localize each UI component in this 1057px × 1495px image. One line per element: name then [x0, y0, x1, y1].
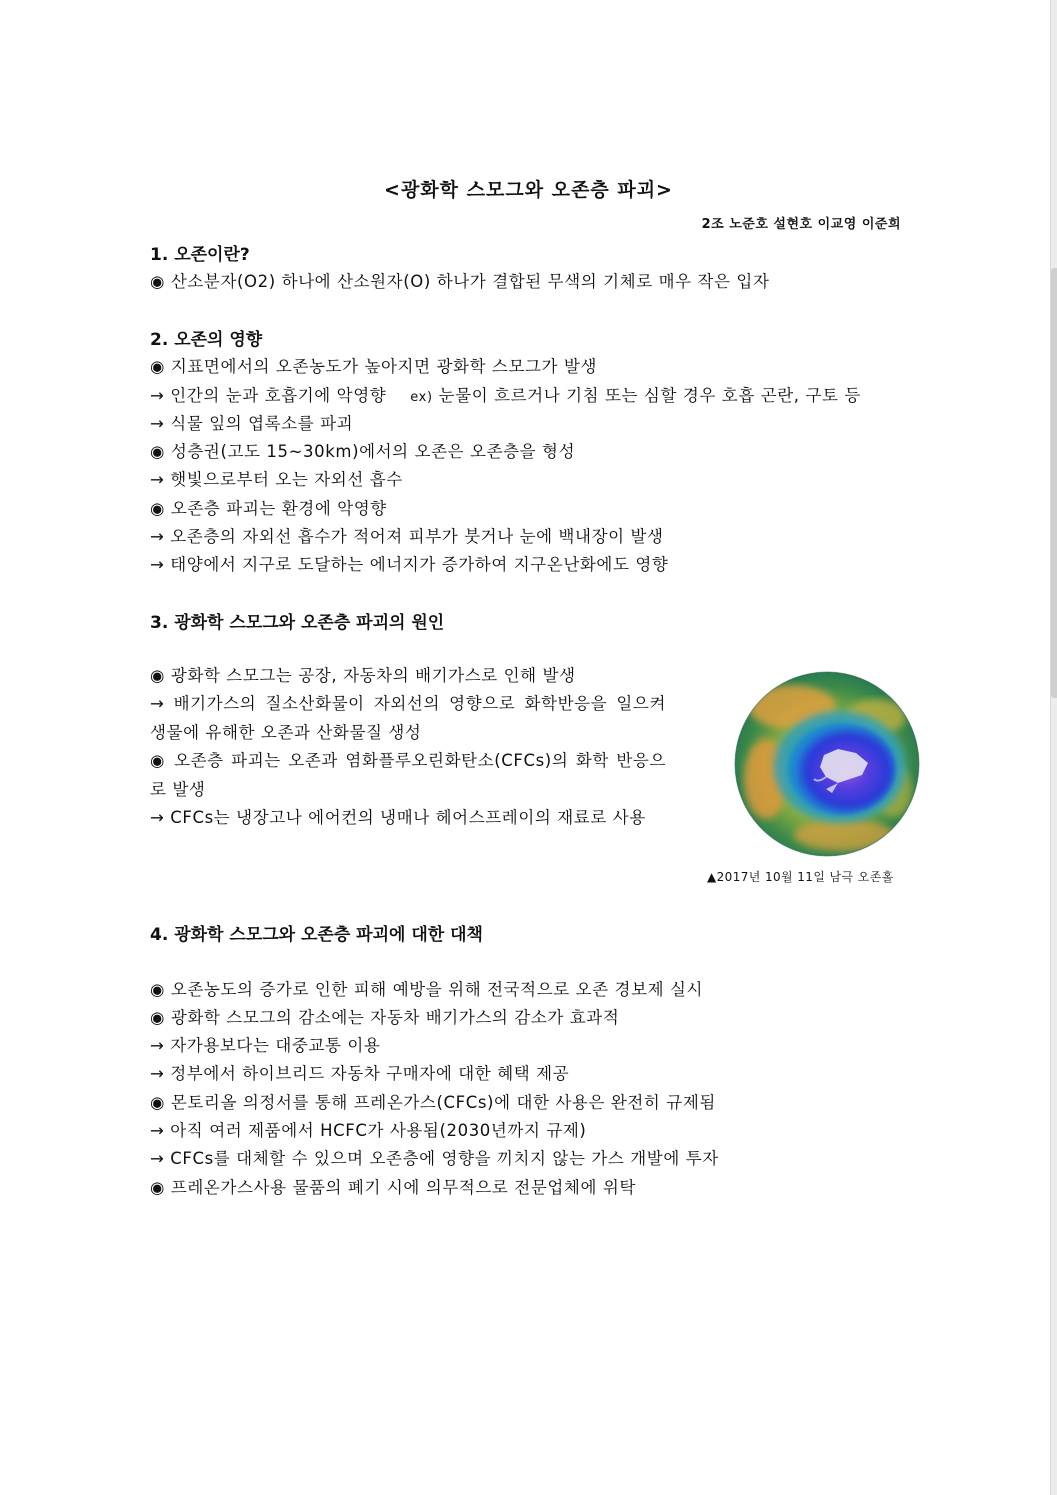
scrollbar-thumb[interactable]: [1051, 268, 1057, 698]
section-2-line-6: ◉ 오존층 파괴는 환경에 악영향: [150, 499, 387, 518]
section-2-line-7: → 오존층의 자외선 흡수가 적어져 피부가 붓거나 눈에 백내장이 발생: [150, 527, 664, 546]
section-2-heading: 2. 오존의 영향: [150, 330, 263, 350]
section-2-line-8: → 태양에서 지구로 도달하는 에너지가 증가하여 지구온난화에도 영향: [150, 555, 669, 574]
page-edge: [1050, 0, 1057, 1495]
section-4-line-3: → 자가용보다는 대중교통 이용: [150, 1036, 381, 1055]
example-text: 눈물이 흐르거나 기침 또는 심할 경우 호흡 곤란, 구토 등: [438, 386, 861, 405]
section-3-line-1: ◉ 광화학 스모그는 공장, 자동차의 배기가스로 인해 발생: [150, 666, 576, 685]
section-3-line-2: → 배기가스의 질소산화물이 자외선의 영향으로 화학반응을 일으켜 생물에 유해한 오존과 산화물질 생성: [150, 694, 666, 742]
section-4-line-7: → CFCs를 대체할 수 있으며 오존층에 영향을 끼치지 않는 가스 개발에 투자: [150, 1149, 719, 1168]
section-4-line-1: ◉ 오존농도의 증가로 인한 피해 예방을 위해 전국적으로 오존 경보제 실시: [150, 980, 704, 999]
section-4-line-4: → 정부에서 하이브리드 자동차 구매자에 대한 혜택 제공: [150, 1064, 570, 1083]
section-4-line-2: ◉ 광화학 스모그의 감소에는 자동차 배기가스의 감소가 효과적: [150, 1008, 620, 1027]
section-1-line: ◉ 산소분자(O2) 하나에 산소원자(O) 하나가 결합된 무색의 기체로 매우 작은 입자: [150, 272, 770, 291]
section-4-line-6: → 아직 여러 제품에서 HCFC가 사용됨(2030년까지 규제): [150, 1121, 587, 1140]
section-4-line-8: ◉ 프레온가스사용 물품의 폐기 시에 의무적으로 전문업체에 위탁: [150, 1178, 636, 1197]
section-3-line-4: → CFCs는 냉장고나 에어컨의 냉매나 헤어스프레이의 재료로 사용: [150, 808, 646, 828]
image-caption: ▲2017년 10월 11일 남극 오존홀: [707, 870, 894, 884]
document-title: <광화학 스모그와 오존층 파괴>: [384, 179, 673, 201]
section-3-heading: 3. 광화학 스모그와 오존층 파괴의 원인: [150, 613, 445, 633]
section-4-line-5: ◉ 몬토리올 의정서를 통해 프레온가스(CFCs)에 대한 사용은 완전히 규제됨: [150, 1093, 716, 1112]
ozone-hole-image: [734, 671, 920, 857]
effect-human-text: → 인간의 눈과 호흡기에 악영향: [150, 386, 387, 405]
section-2-line-4: ◉ 성층권(고도 15~30km)에서의 오존은 오존층을 형성: [150, 442, 576, 461]
example-marker: ex): [410, 390, 433, 405]
section-1-heading: 1. 오존이란?: [150, 245, 250, 265]
section-2-line-3: → 식물 잎의 엽록소를 파괴: [150, 414, 354, 433]
authors-line: 2조 노준호 설현호 이교영 이준희: [701, 217, 901, 232]
section-3-line-3: ◉ 오존층 파괴는 오존과 염화플루오린화탄소(CFCs)의 화학 반응으로 발생: [150, 751, 666, 799]
section-2-line-5: → 햇빛으로부터 오는 자외선 흡수: [150, 470, 403, 489]
section-2-line-2: [150, 382, 861, 406]
section-3-paragraph: [150, 662, 666, 832]
section-4-heading: 4. 광화학 스모그와 오존층 파괴에 대한 대책: [150, 925, 483, 945]
section-2-line-1: ◉ 지표면에서의 오존농도가 높아지면 광화학 스모그가 발생: [150, 357, 598, 376]
